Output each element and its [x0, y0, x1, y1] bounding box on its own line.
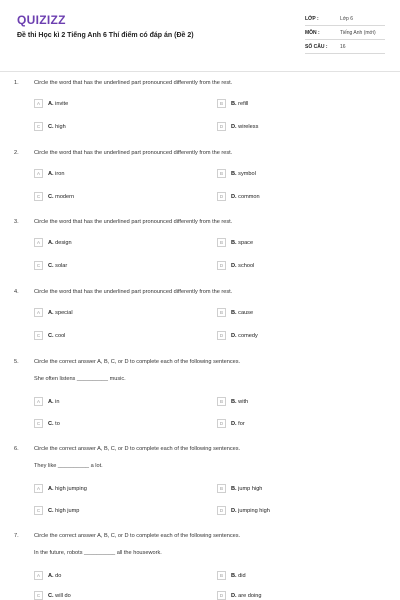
- option-checkbox[interactable]: D: [217, 192, 226, 201]
- option-text: common: [238, 193, 260, 200]
- option-checkbox[interactable]: B: [217, 99, 226, 108]
- worksheet-title: Đề thi Học kì 2 Tiếng Anh 6 Thí điểm có đáp án (Đề 2): [17, 32, 194, 39]
- option-letter: A.: [48, 170, 54, 177]
- meta-label: SỐ CÂU :: [305, 44, 328, 50]
- option-checkbox[interactable]: A: [34, 308, 43, 317]
- option-checkbox[interactable]: D: [217, 506, 226, 515]
- meta-class: [305, 12, 385, 26]
- option-checkbox[interactable]: D: [217, 331, 226, 340]
- option-letter: A.: [48, 572, 54, 579]
- question-number: 7.: [14, 533, 19, 539]
- meta-value: 16: [340, 44, 346, 50]
- option-text: do: [55, 572, 62, 579]
- option-checkbox[interactable]: D: [217, 591, 226, 600]
- option-letter: A.: [48, 239, 54, 246]
- option-checkbox[interactable]: C: [34, 591, 43, 600]
- option-letter: D.: [231, 592, 237, 599]
- option-text: high jumping: [55, 485, 87, 492]
- option-checkbox[interactable]: A: [34, 238, 43, 247]
- option-letter: B.: [231, 485, 237, 492]
- meta-subject: [305, 26, 385, 40]
- option-text: iron: [55, 170, 65, 177]
- question-text: Circle the correct answer A, B, C, or D to complete each of the following sentences.: [34, 533, 241, 539]
- option-checkbox[interactable]: D: [217, 261, 226, 270]
- question-text: Circle the correct answer A, B, C, or D to complete each of the following sentences.: [34, 446, 241, 452]
- option-text: special: [55, 309, 73, 316]
- option-text: symbol: [238, 170, 256, 177]
- option-letter: D.: [231, 420, 237, 427]
- option-text: comedy: [238, 332, 258, 339]
- option-text: modern: [55, 193, 75, 200]
- meta-label: MÔN :: [305, 30, 320, 36]
- option-text: for: [238, 420, 245, 427]
- option-text: design: [55, 239, 72, 246]
- option-text: high: [55, 123, 66, 130]
- option-checkbox[interactable]: C: [34, 331, 43, 340]
- option-letter: D.: [231, 332, 237, 339]
- option-checkbox[interactable]: D: [217, 419, 226, 428]
- option-text: cause: [238, 309, 254, 316]
- option-text: school: [238, 262, 255, 269]
- option-text: are doing: [238, 592, 262, 599]
- option-checkbox[interactable]: B: [217, 308, 226, 317]
- question-number: 5.: [14, 359, 19, 365]
- option-text: jumping high: [238, 507, 270, 514]
- option-letter: D.: [231, 507, 237, 514]
- question-number: 4.: [14, 289, 19, 295]
- option-checkbox[interactable]: D: [217, 122, 226, 131]
- option-checkbox[interactable]: B: [217, 571, 226, 580]
- question-text: Circle the word that has the underlined part pronounced differently from the rest.: [34, 80, 233, 86]
- option-letter: C.: [48, 262, 54, 269]
- option-checkbox[interactable]: C: [34, 122, 43, 131]
- option-letter: B.: [231, 572, 237, 579]
- option-text: did: [238, 572, 246, 579]
- question-sentence: In the future, robots __________ all the housework.: [34, 550, 162, 556]
- option-text: in: [55, 398, 60, 405]
- option-text: with: [238, 398, 249, 405]
- option-text: space: [238, 239, 254, 246]
- option-checkbox[interactable]: A: [34, 169, 43, 178]
- option-text: jump high: [238, 485, 263, 492]
- worksheet-header: [0, 0, 400, 72]
- option-letter: D.: [231, 193, 237, 200]
- option-letter: B.: [231, 170, 237, 177]
- option-checkbox[interactable]: C: [34, 506, 43, 515]
- option-letter: A.: [48, 309, 54, 316]
- question-sentence: They like __________ a lot.: [34, 463, 103, 469]
- option-letter: C.: [48, 420, 54, 427]
- option-letter: A.: [48, 100, 54, 107]
- meta-label: LỚP :: [305, 16, 319, 22]
- meta-value: Tiếng Anh (mới): [340, 30, 376, 36]
- option-checkbox[interactable]: A: [34, 484, 43, 493]
- option-letter: C.: [48, 193, 54, 200]
- option-letter: C.: [48, 592, 54, 599]
- option-letter: A.: [48, 485, 54, 492]
- question-text: Circle the word that has the underlined part pronounced differently from the rest.: [34, 150, 233, 156]
- option-letter: B.: [231, 309, 237, 316]
- option-letter: B.: [231, 239, 237, 246]
- option-checkbox[interactable]: A: [34, 397, 43, 406]
- option-letter: C.: [48, 332, 54, 339]
- option-letter: D.: [231, 262, 237, 269]
- option-checkbox[interactable]: C: [34, 419, 43, 428]
- option-text: refill: [238, 100, 249, 107]
- question-text: Circle the correct answer A, B, C, or D to complete each of the following sentences.: [34, 359, 241, 365]
- option-checkbox[interactable]: B: [217, 484, 226, 493]
- option-letter: C.: [48, 507, 54, 514]
- option-checkbox[interactable]: C: [34, 192, 43, 201]
- option-checkbox[interactable]: B: [217, 397, 226, 406]
- question-sentence: She often listens __________ music.: [34, 376, 126, 382]
- quizizz-logo: QUIZIZZ: [17, 13, 66, 27]
- option-checkbox[interactable]: B: [217, 238, 226, 247]
- option-text: invite: [55, 100, 69, 107]
- question-number: 1.: [14, 80, 19, 86]
- option-letter: A.: [48, 398, 54, 405]
- worksheet-meta: [305, 12, 385, 54]
- option-checkbox[interactable]: A: [34, 571, 43, 580]
- option-text: will do: [55, 592, 71, 599]
- option-text: cool: [55, 332, 66, 339]
- option-letter: D.: [231, 123, 237, 130]
- option-letter: B.: [231, 398, 237, 405]
- option-text: high jump: [55, 507, 80, 514]
- meta-question-count: [305, 40, 385, 54]
- header-divider: [0, 71, 400, 72]
- option-checkbox[interactable]: C: [34, 261, 43, 270]
- meta-value: Lớp 6: [340, 16, 354, 22]
- question-text: Circle the word that has the underlined part pronounced differently from the rest.: [34, 289, 233, 295]
- question-number: 3.: [14, 219, 19, 225]
- question-number: 2.: [14, 150, 19, 156]
- question-number: 6.: [14, 446, 19, 452]
- option-checkbox[interactable]: A: [34, 99, 43, 108]
- option-letter: B.: [231, 100, 237, 107]
- option-text: to: [55, 420, 60, 427]
- option-text: wireless: [238, 123, 259, 130]
- option-letter: C.: [48, 123, 54, 130]
- option-checkbox[interactable]: B: [217, 169, 226, 178]
- question-text: Circle the word that has the underlined part pronounced differently from the rest.: [34, 219, 233, 225]
- option-text: solar: [55, 262, 68, 269]
